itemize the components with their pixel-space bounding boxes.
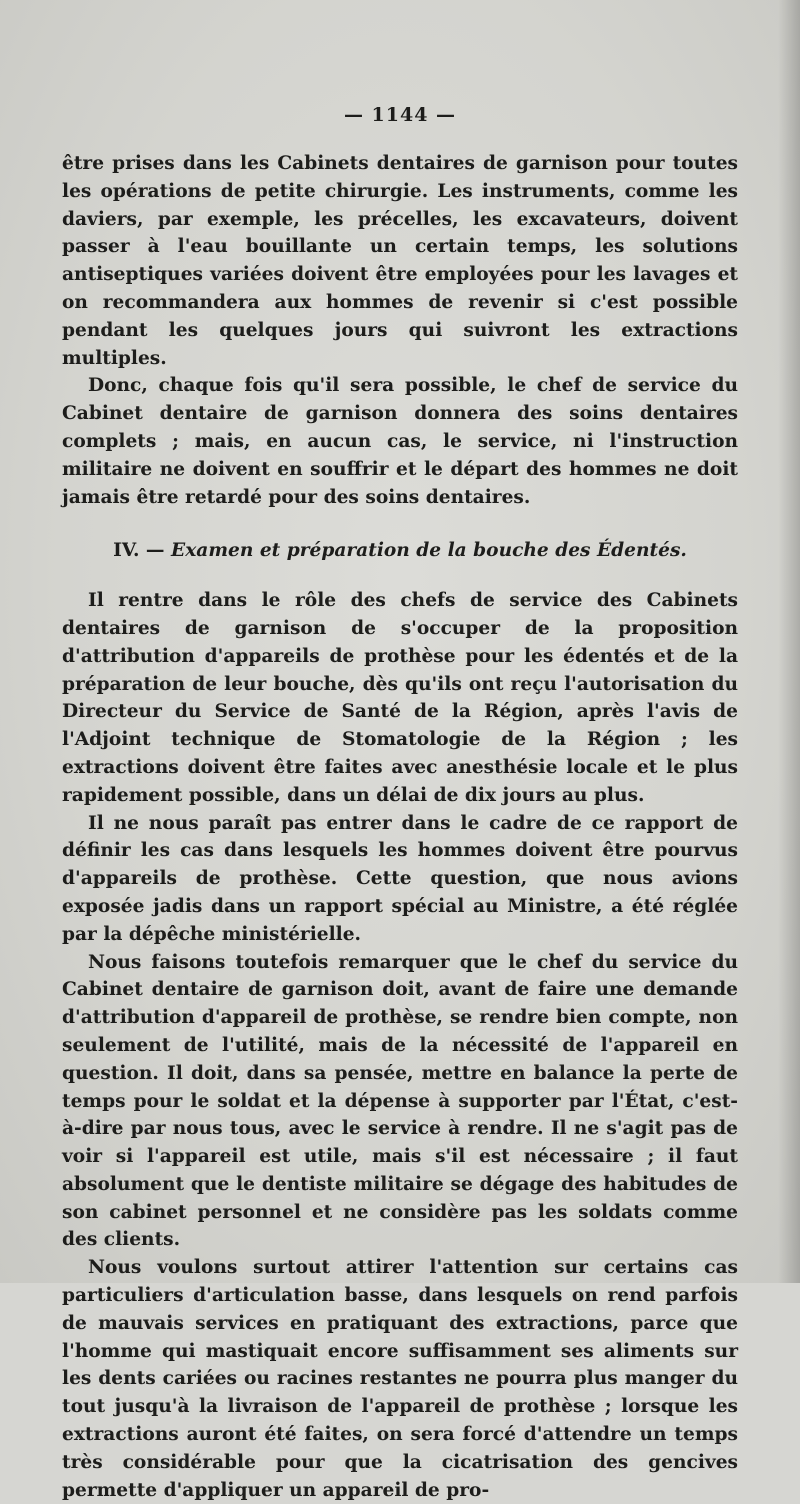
paragraph: être prises dans les Cabinets dentaires de garnison pour toutes les opérations de petite chirurgie. Les instruments, comme les daviers, par exemple, les précelles, les excavateurs, doivent passer à l'eau bouillante un certain temps, les solutions antiseptiques variées doivent être employées pour les lavages et on recommandera aux hommes de revenir si c'est possible pendant les quelques jours qui suivront les extractions multiples.	[62, 153, 738, 369]
section-heading	[62, 537, 738, 565]
paragraph: Nous voulons surtout attirer l'attention sur certains cas particuliers d'articulation basse, dans lesquels on rend parfois de mauvais services en pratiquant des extractions, parce que l'homme qui mastiquait encore suffisamment ses aliments sur les dents cariées ou racines restantes ne pourra plus manger du tout jusqu'à la livraison de l'appareil de prothèse ; lorsque les extractions auront été faites, on sera forcé d'attendre un temps très considérable pour que la cicatrisation des gencives permette d'appliquer un appareil de pro-	[62, 1257, 738, 1501]
paragraph: Donc, chaque fois qu'il sera possible, le chef de service du Cabinet dentaire de garnison donnera des soins dentaires complets ; mais, en aucun cas, le service, ni l'instruction militaire ne doivent en souffrir et le départ des hommes ne doit jamais être retardé pour des soins dentaires.	[62, 375, 738, 508]
paragraph: Il ne nous paraît pas entrer dans le cadre de ce rapport de définir les cas dans lesquels les hommes doivent être pourvus d'appareils de prothèse. Cette question, que nous avions exposée jadis dans un rapport spécial au Ministre, a été réglée par la dépêche ministérielle.	[62, 812, 738, 945]
section-number: IV. —	[113, 540, 165, 562]
page-edge-shadow	[778, 0, 800, 1283]
page-number: — 1144 —	[343, 104, 457, 126]
paragraph: Nous faisons toutefois remarquer que le chef du service du Cabinet dentaire de garnison doit, avant de faire une demande d'attribution d'appareil de prothèse, se rendre bien compte, non seulement de l'utilité, mais de la nécessité de l'appareil en question. Il doit, dans sa pensée, mettre en balance la perte de temps pour le soldat et la dépense à supporter par l'État, c'est-à-dire par nous tous, avec le service à rendre. Il ne s'agit pas de voir si l'appareil est utile, mais s'il est nécessaire ; il faut absolument que le dentiste militaire se dégage des habitudes de son cabinet personnel et ne considère pas les soldats comme des clients.	[62, 951, 738, 1251]
section-title: Examen et préparation de la bouche des Édentés.	[171, 540, 687, 562]
body-text	[62, 150, 738, 1504]
paragraph: Il rentre dans le rôle des chefs de service des Cabinets dentaires de garnison de s'occuper de la proposition d'attribution d'appareils de prothèse pour les édentés et de la préparation de leur bouche, dès qu'ils ont reçu l'autorisation du Directeur du Service de Santé de la Région, après l'avis de l'Adjoint technique de Stomatologie de la Région ; les extractions doivent être faites avec anesthésie locale et le plus rapidement possible, dans un délai de dix jours au plus.	[62, 590, 738, 806]
